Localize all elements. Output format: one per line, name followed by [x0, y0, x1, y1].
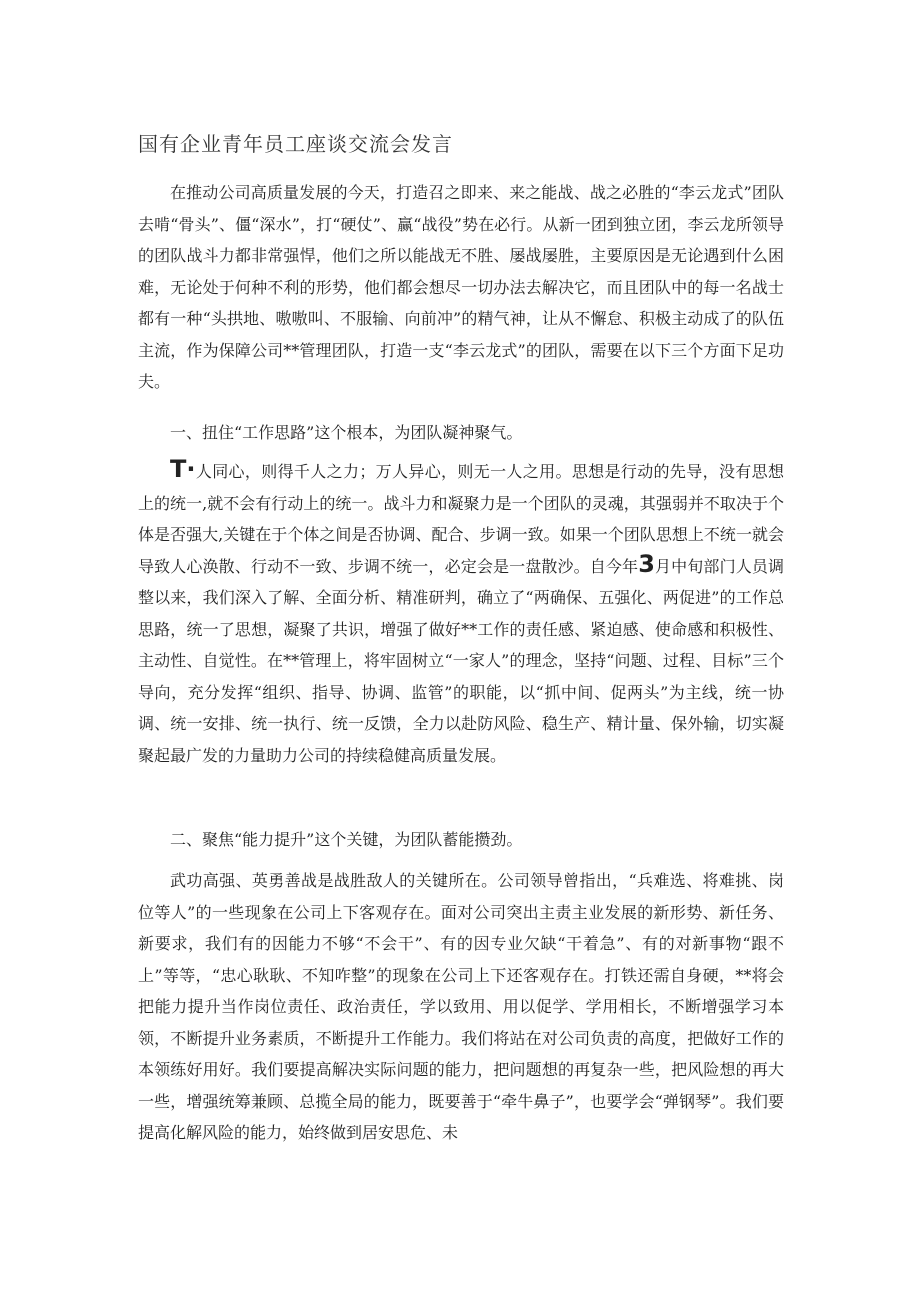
section-heading-2: 二、聚焦“能力提升”这个关键，为团队蓄能攒劲。	[170, 830, 523, 849]
section-2-paragraph: 武功高强、英勇善战是战胜敌人的关键所在。公司领导曾指出，“兵难选、将难挑、岗位等人”的一些现象在公司上下客观存在。面对公司突出主责主业发展的新形势、新任务、新要求，我们有的因能力不够“不会干”、有的因专业欠缺“干着急”、有的对新事物“跟不上”等等，“忠心耿耿、不知咋整”的现象在公司上下还客观存在。打铁还需自身硬，**将会把能力提升当作岗位责任、政治责任，学以致用、用以促学、学用相长，不断增强学习本领，不断提升业务素质，不断提升工作能力。我们将站在对公司负责的高度，把做好工作的本领练好用好。我们要提高解决实际问题的能力，把问题想的再复杂一些，把风险想的再大一些，增强统筹兼顾、总揽全局的能力，既要善于“牵牛鼻子”，也要学会“弹钢琴”。我们要提高化解风险的能力，始终做到居安思危、未	[138, 871, 784, 1142]
enlarged-number: 3	[638, 549, 655, 578]
section-1-paragraph	[138, 456, 784, 771]
section-heading-1: 一、扭住“工作思路”这个根本，为团队凝神聚气。	[170, 423, 523, 442]
enlarged-lead-glyph: T·	[170, 455, 196, 483]
document-title: 国有企业青年员工座谈交流会发言	[138, 132, 453, 156]
section-1-text-b: 月中旬部门人员调整以来，我们深入了解、全面分析、精准研判，确立了“两确保、五强化、两促进”的工作总思路，统一了思想，凝聚了共识，增强了做好**工作的责任感、紧迫感、使命感和积极性、主动性、自觉性。在**管理上，将牢固树立“一家人”的理念，坚持“问题、过程、目标”三个导向，充分发挥“组织、指导、协调、监管”的职能，以“抓中间、促两头”为主线，统一协调、统一安排、统一执行、统一反馈，全力以赴防风险、稳生产、精计量、保外输，切实凝聚起最广发的力量助力公司的持续稳健高质量发展。	[138, 556, 784, 765]
section-1-text-a: 人同心，则得千人之力；万人异心，则无一人之用。思想是行动的先导，没有思想上的统一,就不会有行动上的统一。战斗力和凝聚力是一个团队的灵魂，其强弱并不取决于个体是否强大,关键在于个体之间是否协调、配合、步调一致。如果一个团队思想上不统一就会导致人心涣散、行动不一致、步调不统一，必定会是一盘散沙。自今年	[138, 462, 784, 576]
intro-paragraph: 在推动公司高质量发展的今天，打造召之即来、来之能战、战之必胜的“李云龙式”团队去啃“骨头”、僵“深水”，打“硬仗”、赢“战役”势在必行。从新一团到独立团，李云龙所领导的团队战斗力都非常强悍，他们之所以能战无不胜、屡战屡胜，主要原因是无论遇到什么困难，无论处于何种不利的形势，他们都会想尽一切办法去解决它，而且团队中的每一名战士都有一种“头拱地、嗷嗷叫、不服输、向前冲”的精气神，让从不懈怠、积极主动成了的队伍主流，作为保障公司**管理团队，打造一支“李云龙式”的团队，需要在以下三个方面下足功夫。	[138, 183, 784, 391]
